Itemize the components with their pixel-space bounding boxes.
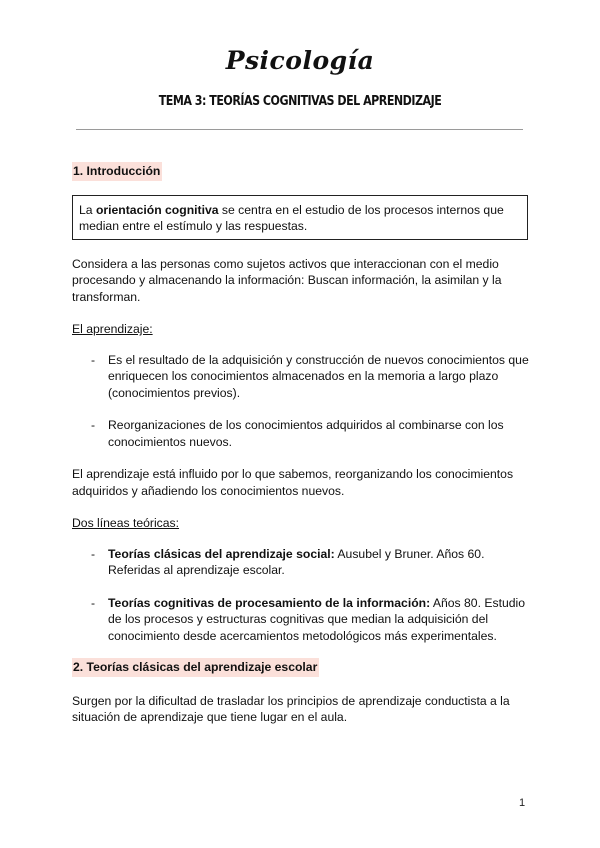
list-item-rest: Ausubel y Bruner. Años 60. Referidas al aprendizaje escolar. <box>108 546 485 577</box>
list-item <box>72 352 532 402</box>
list-dash: - <box>91 595 96 610</box>
section-2-heading: 2. Teorías clásicas del aprendizaje escolar <box>72 658 319 677</box>
aprendizaje-list <box>72 352 532 451</box>
lineas-label: Dos líneas teóricas: <box>72 516 180 530</box>
section-1-heading: 1. Introducción <box>72 162 162 181</box>
document-body <box>72 162 532 726</box>
page-number: 1 <box>519 797 526 809</box>
lineas-list <box>72 546 532 645</box>
list-item <box>72 417 532 450</box>
list-dash: - <box>91 546 96 561</box>
section-2 <box>72 658 532 726</box>
divider-rule <box>76 129 523 130</box>
document-title: Psicología <box>225 46 375 75</box>
definition-bold-term: orientación cognitiva <box>95 202 219 217</box>
list-item-text <box>108 595 532 645</box>
list-item-text <box>108 546 532 579</box>
list-dash: - <box>91 418 96 432</box>
definition-box <box>72 195 528 240</box>
paragraph-considera: Considera a las personas como sujetos activos que interaccionan con el medio procesando y almacenando la información: Buscan información, la asimilan y la transforman. <box>72 256 502 304</box>
definition-rest: se centra en el estudio de los procesos internos que median entre el estímulo y las respuestas. <box>79 202 504 233</box>
paragraph-surgen: Surgen por la dificultad de trasladar los principios de aprendizaje conductista a la situación de aprendizaje que tiene lugar en el aula. <box>72 693 510 724</box>
section-1 <box>72 162 532 644</box>
list-item-bold: Teorías clásicas del aprendizaje social: <box>108 546 335 561</box>
definition-lead: La <box>79 202 96 217</box>
list-item <box>72 546 532 579</box>
document-subtitle: TEMA 3: TEORÍAS COGNITIVAS DEL APRENDIZAJE <box>158 93 442 109</box>
list-item <box>72 595 532 645</box>
list-item-text: Reorganizaciones de los conocimientos adquiridos al combinarse con los conocimientos nuevos. <box>108 418 504 449</box>
list-item-text: Es el resultado de la adquisición y construcción de nuevos conocimientos que enriquecen los conocimientos almacenados en la memoria a largo plazo (conocimientos previos). <box>108 352 529 400</box>
paragraph-influido: El aprendizaje está influido por lo que sabemos, reorganizando los conocimientos adquiridos y añadiendo los conocimientos nuevos. <box>72 467 514 498</box>
list-item-rest: Años 80. Estudio de los procesos y estructuras cognitivas que median la adquisición del conocimiento desde acercamientos metodológicos más experimentales. <box>108 595 526 643</box>
list-dash: - <box>91 352 96 367</box>
aprendizaje-label: El aprendizaje: <box>72 322 153 336</box>
list-item-bold: Teorías cognitivas de procesamiento de la información: <box>108 595 431 610</box>
